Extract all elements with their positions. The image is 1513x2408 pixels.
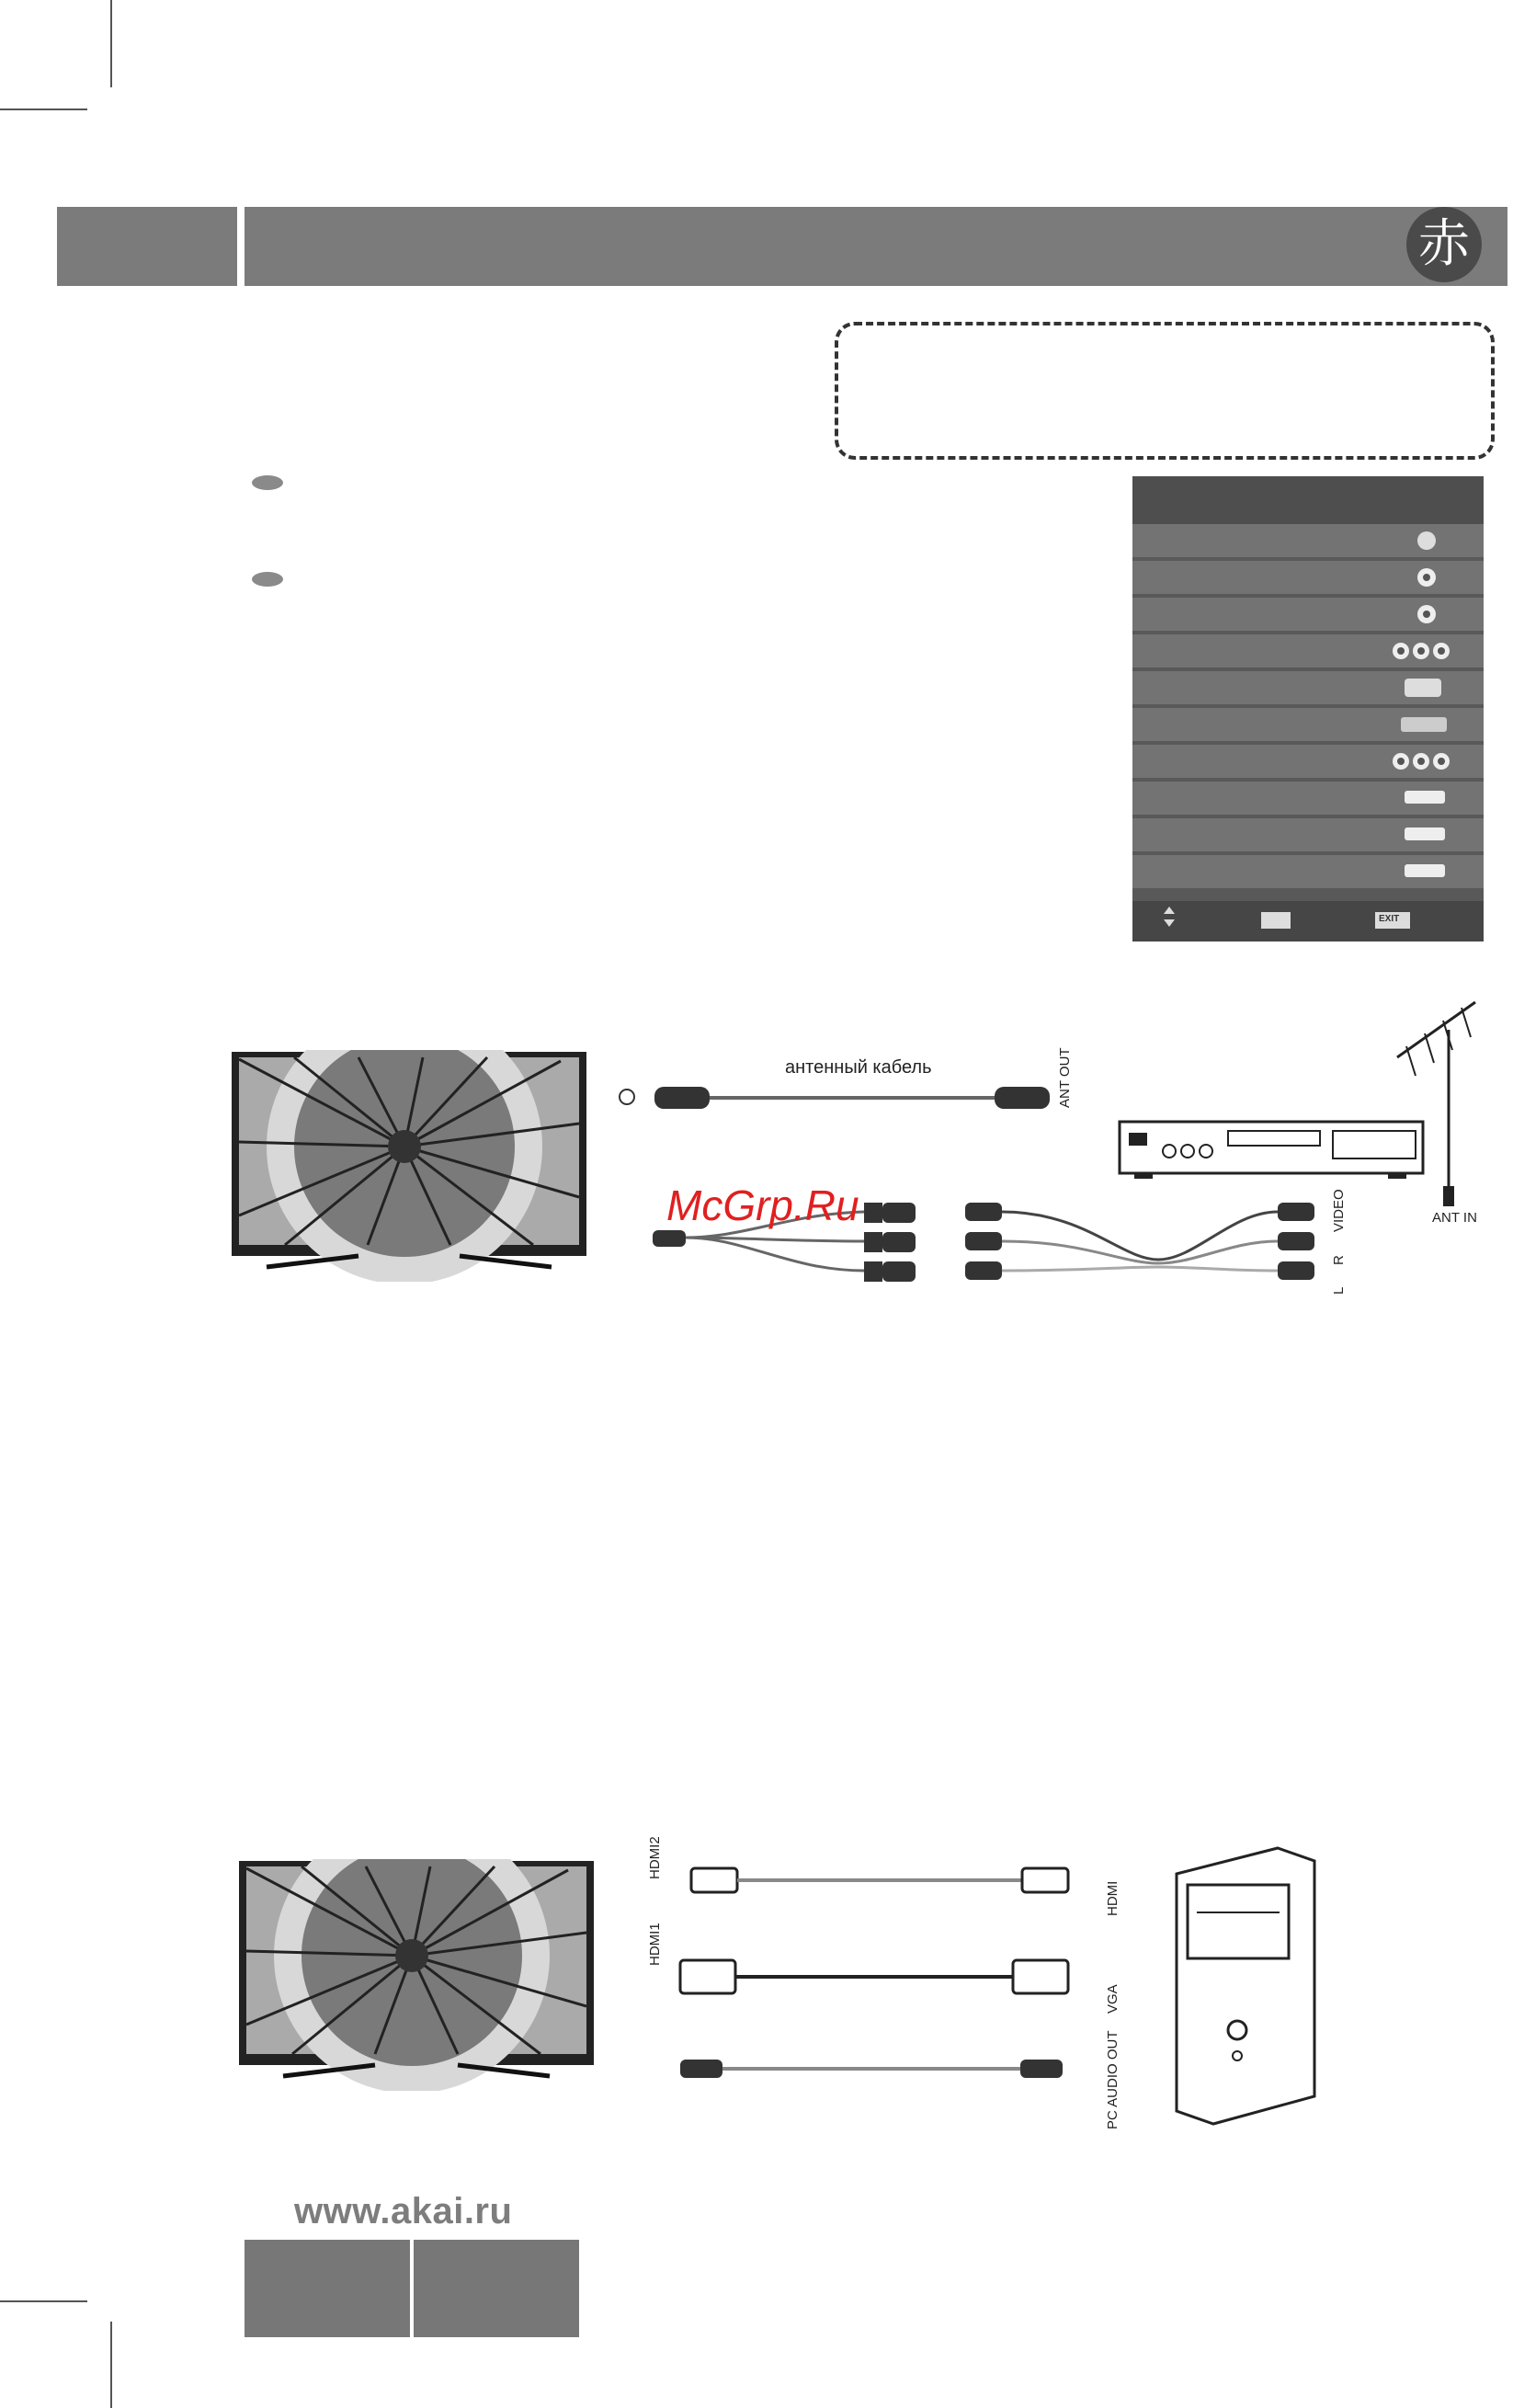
page-number-left — [245, 2240, 410, 2337]
bullet — [252, 572, 283, 587]
ant-out-label: ANT OUT — [1057, 1047, 1073, 1108]
cable-label: антенный кабель — [785, 1057, 932, 1078]
l-label: L — [1331, 1286, 1347, 1295]
kanji-emblem: 赤 — [1406, 207, 1482, 282]
video-label: VIDEO — [1331, 1189, 1347, 1232]
hdmi-label: HDMI — [1105, 1880, 1121, 1916]
pc-audio-out-label: PC AUDIO OUT — [1105, 2030, 1121, 2129]
bullet — [252, 475, 283, 490]
ant-in-label: ANT IN — [1432, 1210, 1477, 1226]
hdmi1-label: HDMI1 — [647, 1923, 663, 1966]
antenna-av-connection — [607, 993, 1480, 1306]
watermark: McGrp.Ru — [666, 1181, 859, 1229]
crop-mark — [0, 108, 87, 110]
header-left-block — [57, 207, 237, 286]
menu-exit-label: EXIT — [1379, 914, 1400, 924]
note-box — [835, 322, 1495, 460]
crop-mark — [0, 2300, 87, 2302]
header-bar — [245, 207, 1507, 286]
crop-mark — [110, 0, 112, 87]
menu-icons — [1132, 476, 1484, 942]
input-source-menu — [1132, 476, 1484, 942]
vga-label: VGA — [1105, 1984, 1121, 2014]
website-link[interactable]: www.akai.ru — [294, 2191, 513, 2231]
hdmi2-label: HDMI2 — [647, 1836, 663, 1879]
tv-illustration — [230, 1050, 592, 1282]
page-number-right — [414, 2240, 579, 2337]
r-label: R — [1331, 1255, 1347, 1265]
tv-illustration-pc — [237, 1859, 599, 2091]
crop-mark — [110, 2322, 112, 2408]
pc-connection — [634, 1820, 1333, 2133]
